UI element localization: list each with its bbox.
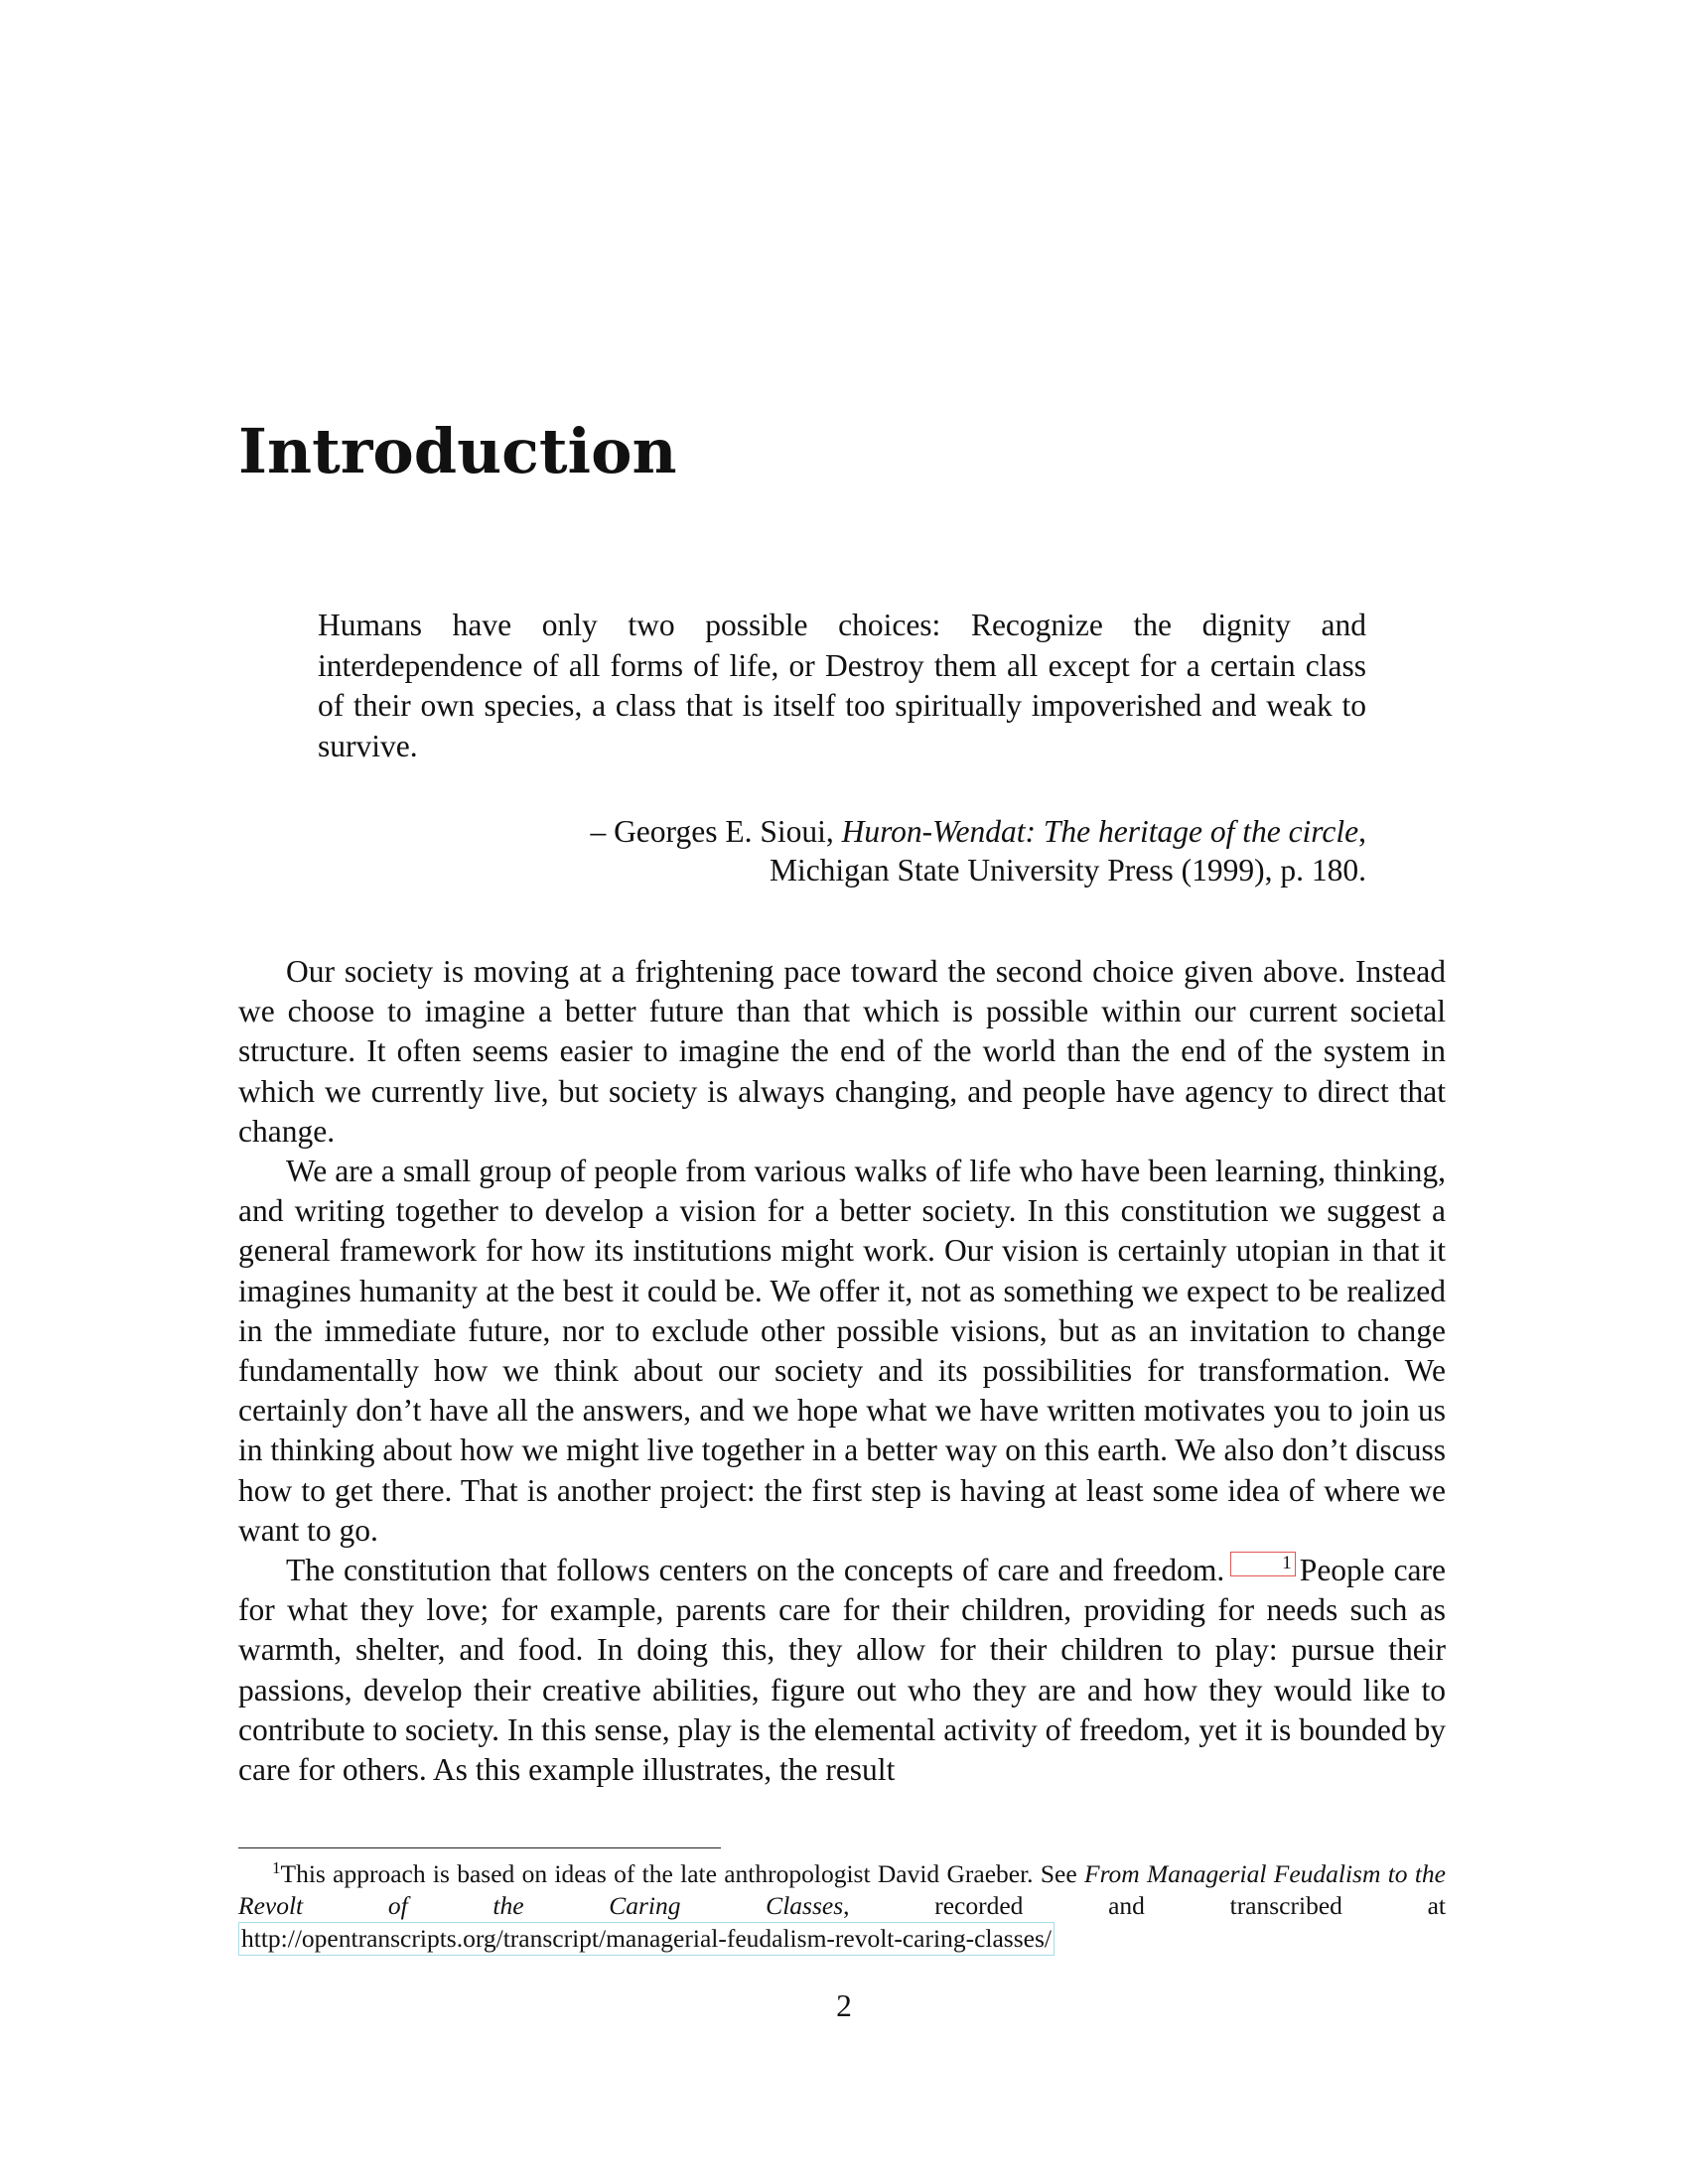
attribution-author: – Georges E. Sioui, <box>590 814 834 849</box>
footnote-rule <box>238 1847 721 1848</box>
footnote <box>238 1852 1446 1956</box>
body-text <box>238 952 1446 1790</box>
footnote-text: This approach is based on ideas of the late anthropologist David Graeber. See <box>280 1859 1077 1888</box>
epigraph-quote: Humans have only two possible choices: Recognize the dignity and interdependence of all forms of life, or Destroy them all except for a certain class of their own species, a class that is itself too spiritually impoverished and weak to survive. <box>318 608 1366 763</box>
footnote-url-link[interactable]: http://opentranscripts.org/transcript/managerial-feudalism-revolt-caring-classes/ <box>238 1922 1055 1956</box>
paragraph-text: The constitution that follows centers on the concepts of care and freedom. <box>286 1553 1225 1588</box>
page-number: 2 <box>836 1988 852 2023</box>
paragraph: Our society is moving at a frightening pace toward the second choice given above. Instead we choose to imagine a better future than that which is possible within our current societal structure. It often seems easier to imagine the end of the world than the end of the system in which we currently live, but society is always changing, and people have agency to direct that change. <box>238 954 1446 1149</box>
paragraph <box>238 1551 1446 1790</box>
attribution-comma: , <box>1358 814 1366 849</box>
chapter-title: Introduction <box>238 415 677 487</box>
footnote-text-continued: , recorded and transcribed at <box>843 1891 1446 1920</box>
footnote-source-title: From Managerial Feudalism to the Revolt of the Caring Classes <box>238 1859 1446 1920</box>
footnote-reference-link[interactable]: 1 <box>1230 1552 1296 1576</box>
paragraph-text: People care for what they love; for example, parents care for their children, providing for needs such as warmth, shelter, and food. In doing this, they allow for their children to play: pursue their passions, develop their creative abilities, figure out who they are and how they would like to contribute to society. In this sense, play is the elemental activity of freedom, yet it is bounded by care for others. As this example illustrates, the result <box>238 1553 1447 1788</box>
attribution-work-title: Huron-Wendat: The heritage of the circle <box>841 814 1359 849</box>
footnote-number: 1 <box>272 1858 281 1877</box>
paragraph: We are a small group of people from various walks of life who have been learning, thinking, and writing together to develop a vision for a better society. In this constitution we suggest a general framework for how its institutions might work. Our vision is certainly utopian in that it imagines humanity at the best it could be. We offer it, not as something we expect to be realized in the immediate future, nor to exclude other possible visions, but as an invitation to change fundamentally how we think about our society and its possibilities for transformation. We certainly don’t have all the answers, and we hope what we have written motivates you to join us in thinking about how we might live together in a better way on this earth. We also don’t discuss how to get there. That is another project: the first step is having at least some idea of where we want to go. <box>238 1154 1446 1548</box>
attribution-publisher: Michigan State University Press (1999), p. 180. <box>769 853 1366 887</box>
epigraph-attribution <box>318 812 1366 889</box>
